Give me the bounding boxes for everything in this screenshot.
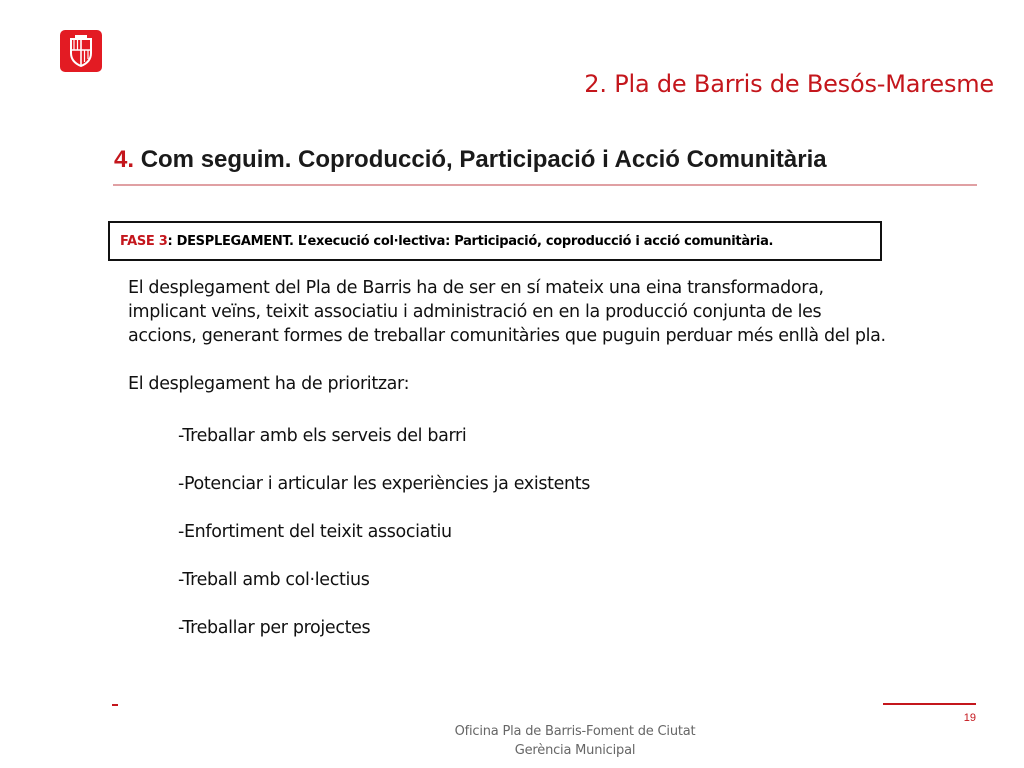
phase-box bbox=[108, 221, 882, 261]
footer-line-1: Oficina Pla de Barris-Foment de Ciutat bbox=[454, 724, 696, 739]
priorities-list bbox=[178, 424, 590, 664]
footer-rule bbox=[883, 703, 976, 705]
phase-text: : DESPLEGAMENT. L’execució col·lectiva: Participació, coproducció i acció comunitària. bbox=[167, 234, 774, 249]
body-paragraph-2: El desplegament ha de prioritzar: bbox=[128, 374, 410, 394]
list-item: -Treballar per projectes bbox=[178, 618, 371, 638]
body-paragraph-1: El desplegament del Pla de Barris ha de ser en sí mateix una eina transformadora, implicant veïns, teixit associatiu i administració en en la producció conjunta de les accions, generant formes de treballar comunitàries que puguin perduar més enllà del pla. bbox=[128, 278, 886, 346]
page-number: 19 bbox=[963, 712, 976, 724]
body-text bbox=[128, 276, 888, 396]
barcelona-logo bbox=[60, 30, 102, 72]
title-underline bbox=[113, 184, 977, 186]
list-item: -Treball amb col·lectius bbox=[178, 570, 370, 590]
phase-label: FASE 3 bbox=[120, 234, 168, 249]
slide-title-text: Com seguim. Coproducció, Participació i Acció Comunitària bbox=[140, 146, 827, 173]
footer-line-2: Gerència Municipal bbox=[514, 743, 636, 758]
list-item: -Potenciar i articular les experiències ja existents bbox=[178, 474, 591, 494]
slide-title-number: 4. bbox=[114, 146, 135, 173]
list-item: -Enfortiment del teixit associatiu bbox=[178, 522, 452, 542]
section-title: 2. Pla de Barris de Besós-Maresme bbox=[584, 70, 994, 98]
list-item: -Treballar amb els serveis del barri bbox=[178, 426, 467, 446]
footer bbox=[380, 722, 770, 760]
slide-title bbox=[114, 146, 827, 174]
barcelona-shield-icon bbox=[60, 30, 102, 72]
footer-dash bbox=[112, 704, 118, 706]
